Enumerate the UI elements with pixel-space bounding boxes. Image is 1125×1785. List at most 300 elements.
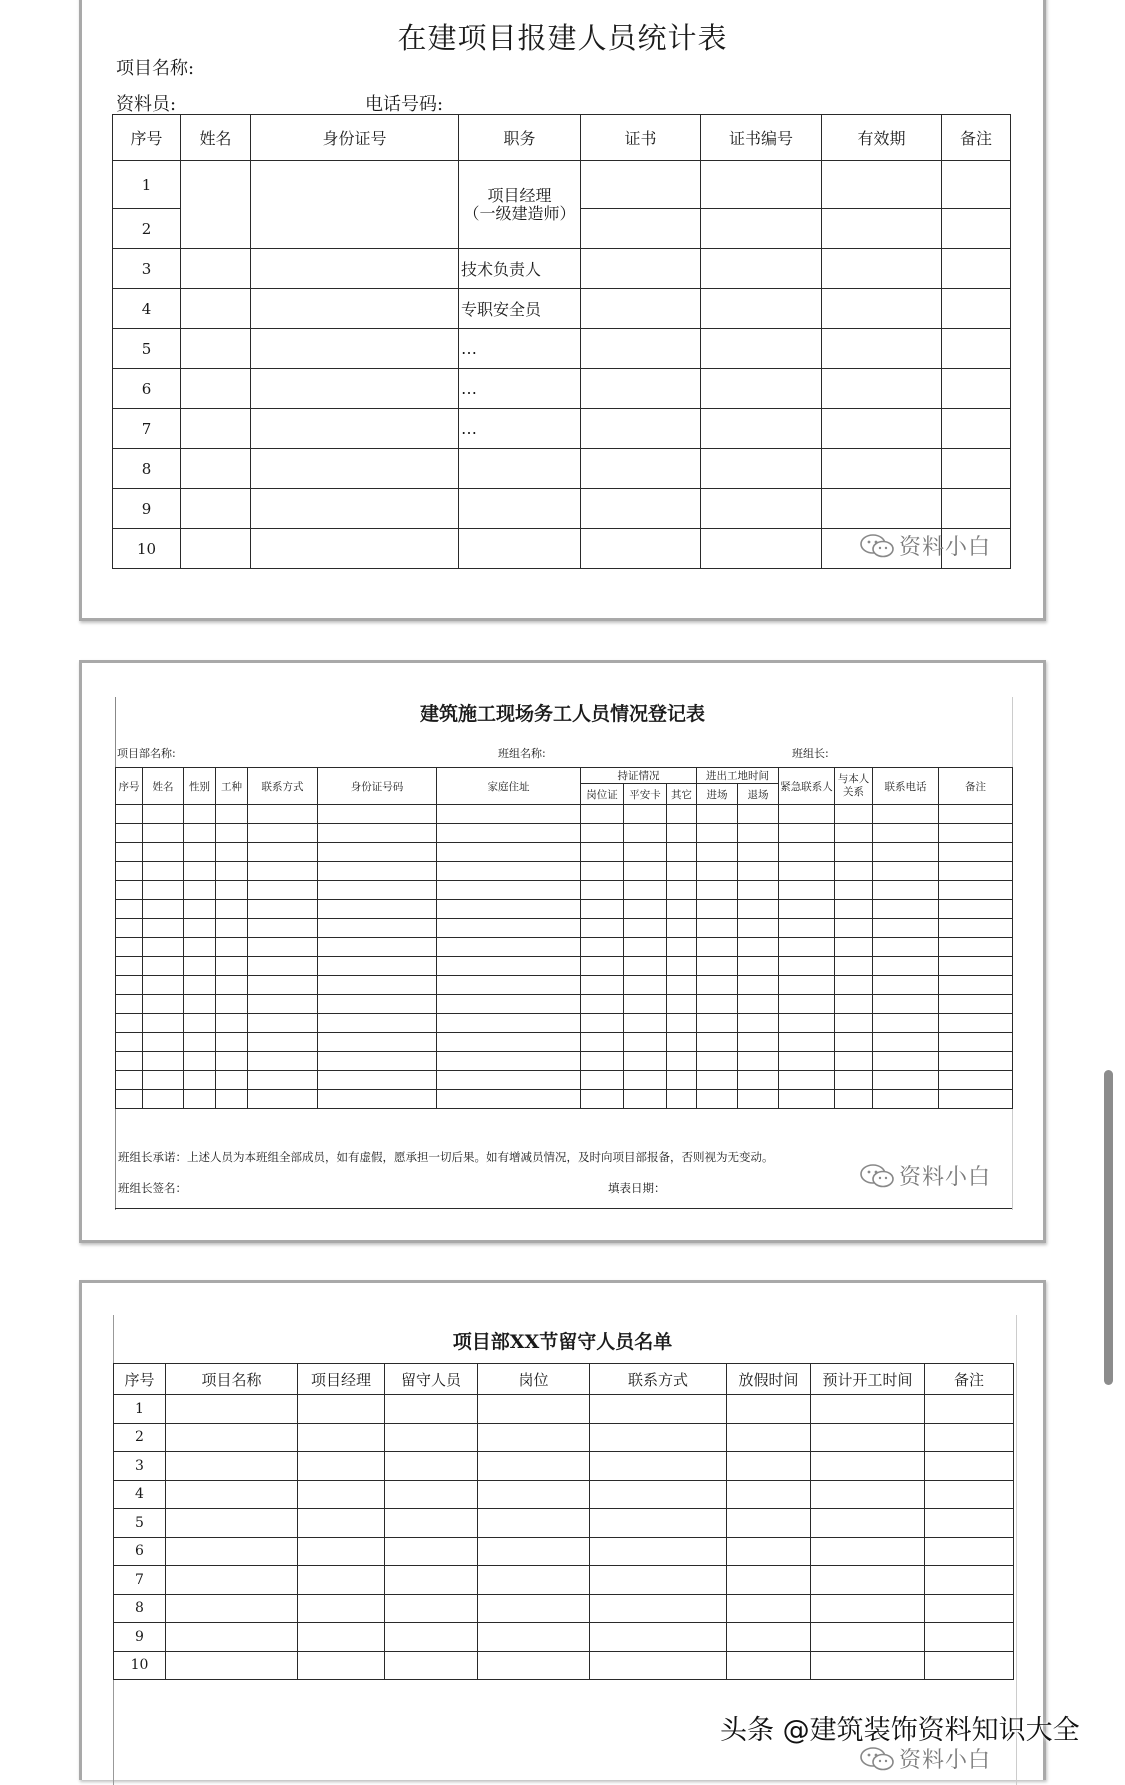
row-number: 10 (113, 529, 181, 569)
cell (822, 489, 942, 529)
team-leader-label: 班组长: (792, 747, 829, 760)
header-cell: 岗位 (478, 1364, 590, 1395)
cell (811, 1623, 925, 1652)
cell (624, 1090, 667, 1109)
cell (437, 1033, 581, 1052)
header-cell: 姓名 (181, 115, 251, 161)
cell (478, 1623, 590, 1652)
cell (873, 976, 939, 995)
cell (581, 995, 624, 1014)
cell (166, 1566, 298, 1595)
cell (925, 1594, 1014, 1623)
cell (166, 1423, 298, 1452)
cell (779, 919, 835, 938)
cell (184, 881, 216, 900)
cell (822, 209, 942, 249)
table-row (113, 449, 1011, 489)
table-row (114, 1423, 1014, 1452)
cell (318, 862, 437, 881)
cell (727, 1452, 811, 1481)
cell (116, 957, 143, 976)
cell (873, 919, 939, 938)
table-row (116, 881, 1013, 900)
table-row (114, 1537, 1014, 1566)
cell (873, 1014, 939, 1033)
cell (581, 938, 624, 957)
header-cell: 身份证号码 (318, 768, 437, 805)
cell (184, 957, 216, 976)
cell (216, 1052, 248, 1071)
cell (939, 824, 1013, 843)
cell (939, 995, 1013, 1014)
cell (385, 1395, 478, 1424)
cell (437, 976, 581, 995)
cell (298, 1423, 385, 1452)
header-cell: 留守人员 (385, 1364, 478, 1395)
cell (738, 957, 779, 976)
table-row (113, 161, 1011, 209)
cell (811, 1423, 925, 1452)
header-cell: 紧急联系人 (779, 768, 835, 805)
cell (624, 805, 667, 824)
cell (581, 919, 624, 938)
cell (779, 1033, 835, 1052)
cell (318, 824, 437, 843)
cell (437, 900, 581, 919)
header-cell: 证书 (581, 115, 701, 161)
scrollbar[interactable] (1104, 1070, 1113, 1385)
cell (248, 1071, 318, 1090)
cell (701, 369, 822, 409)
cell (590, 1566, 727, 1595)
cell (143, 1014, 184, 1033)
cell (624, 1052, 667, 1071)
cell (873, 1052, 939, 1071)
cell (181, 329, 251, 369)
cell (822, 329, 942, 369)
table-row (116, 900, 1013, 919)
watermark-text: 资料小白 (899, 1748, 992, 1773)
role-pm-line2: （一级建造师） (463, 203, 576, 223)
table-row (116, 1014, 1013, 1033)
cell (873, 957, 939, 976)
cell (251, 329, 459, 369)
cell (873, 900, 939, 919)
cell (835, 1071, 873, 1090)
cell (811, 1594, 925, 1623)
cell (251, 449, 459, 489)
cell (437, 862, 581, 881)
header-cell: 身份证号 (251, 115, 459, 161)
cell (248, 862, 318, 881)
cell (581, 862, 624, 881)
cell (248, 957, 318, 976)
cell (835, 843, 873, 862)
cell (624, 900, 667, 919)
cell (184, 1033, 216, 1052)
cell (738, 1052, 779, 1071)
cell (166, 1452, 298, 1481)
table-row (116, 843, 1013, 862)
cell (385, 1423, 478, 1452)
cell (939, 862, 1013, 881)
role-cell: … (459, 409, 581, 449)
cell (727, 1623, 811, 1652)
worker-registration-table (115, 767, 1013, 1109)
cell (738, 1090, 779, 1109)
cell (581, 900, 624, 919)
sheet1-title: 在建项目报建人员统计表 (397, 21, 728, 55)
cell (779, 862, 835, 881)
cell (248, 995, 318, 1014)
commitment-text: 班组长承诺：上述人员为本班组全部成员，如有虚假，愿承担一切后果。如有增减员情况，及时向项目部报备，否则视为无变动。 (118, 1150, 774, 1164)
cell (581, 369, 701, 409)
cell (822, 289, 942, 329)
cell (143, 976, 184, 995)
cell (738, 995, 779, 1014)
header-cell: 岗位证 (581, 784, 624, 805)
cell (318, 919, 437, 938)
cell (667, 881, 697, 900)
cell (701, 161, 822, 209)
cell (478, 1423, 590, 1452)
cell (667, 919, 697, 938)
header-cell: 证书编号 (701, 115, 822, 161)
cell (437, 995, 581, 1014)
cell (116, 1090, 143, 1109)
cell (181, 489, 251, 529)
cell (248, 900, 318, 919)
cell (667, 995, 697, 1014)
table-row (114, 1452, 1014, 1481)
cell (822, 369, 942, 409)
cell (251, 529, 459, 569)
cell (590, 1623, 727, 1652)
cell (590, 1509, 727, 1538)
cell (624, 957, 667, 976)
cell (624, 995, 667, 1014)
cell (581, 1033, 624, 1052)
header-cell: 备注 (942, 115, 1011, 161)
cell (581, 957, 624, 976)
cell (581, 209, 701, 249)
watermark-text: 资料小白 (899, 535, 992, 560)
header-row (116, 768, 1013, 784)
cell (939, 843, 1013, 862)
cell (116, 1033, 143, 1052)
cell (942, 489, 1011, 529)
cell (697, 881, 738, 900)
cell (939, 900, 1013, 919)
header-cell: 性别 (184, 768, 216, 805)
cell (116, 1071, 143, 1090)
cell (590, 1594, 727, 1623)
cell (143, 843, 184, 862)
cell (143, 919, 184, 938)
cell (835, 900, 873, 919)
source-credit: 头条 @建筑装饰资料知识大全 (720, 1715, 1080, 1746)
table-row (116, 1033, 1013, 1052)
cell (184, 1090, 216, 1109)
cell (437, 1052, 581, 1071)
cell (590, 1452, 727, 1481)
cell (184, 919, 216, 938)
table-row (116, 919, 1013, 938)
cell (942, 209, 1011, 249)
cell (667, 976, 697, 995)
cell (248, 881, 318, 900)
cell (216, 1014, 248, 1033)
cell (116, 919, 143, 938)
cell (697, 843, 738, 862)
cell (385, 1651, 478, 1680)
project-name-label: 项目名称: (116, 58, 195, 79)
cell (581, 161, 701, 209)
table-row (114, 1623, 1014, 1652)
cell (925, 1651, 1014, 1680)
cell (116, 976, 143, 995)
header-cell: 序号 (114, 1364, 166, 1395)
cell (181, 449, 251, 489)
table-body (116, 805, 1013, 1109)
table-row (114, 1566, 1014, 1595)
cell (835, 805, 873, 824)
row-number: 7 (113, 409, 181, 449)
cell (248, 1090, 318, 1109)
cell (581, 824, 624, 843)
row-number: 5 (114, 1509, 166, 1538)
cell (939, 957, 1013, 976)
header-cell: 项目名称 (166, 1364, 298, 1395)
cell (727, 1651, 811, 1680)
cell (318, 938, 437, 957)
cell (437, 1090, 581, 1109)
cell (318, 843, 437, 862)
cell (779, 1090, 835, 1109)
header-cell: 其它 (667, 784, 697, 805)
row-number: 3 (113, 249, 181, 289)
cell (873, 1071, 939, 1090)
cell (478, 1537, 590, 1566)
cell (437, 919, 581, 938)
cell (581, 1014, 624, 1033)
cell (697, 1071, 738, 1090)
wechat-icon (859, 1163, 895, 1189)
cell (298, 1594, 385, 1623)
table-row (113, 489, 1011, 529)
cell (116, 862, 143, 881)
cell (478, 1480, 590, 1509)
relation-line2: 关系 (843, 786, 865, 798)
cell (697, 862, 738, 881)
cell (318, 995, 437, 1014)
cell (184, 976, 216, 995)
cell (667, 900, 697, 919)
cell (437, 1014, 581, 1033)
header-cell: 序号 (113, 115, 181, 161)
cell (184, 1014, 216, 1033)
sheet-holiday-duty-list (79, 1280, 1046, 1780)
cell (701, 489, 822, 529)
cell (581, 881, 624, 900)
row-number: 1 (113, 161, 181, 209)
cell (581, 805, 624, 824)
cell (835, 862, 873, 881)
cell (318, 1090, 437, 1109)
cell (873, 938, 939, 957)
cell (478, 1452, 590, 1481)
sheet2-title: 建筑施工现场务工人员情况登记表 (419, 703, 705, 725)
cell (166, 1395, 298, 1424)
table-row (116, 805, 1013, 824)
cell (697, 957, 738, 976)
cell (251, 409, 459, 449)
cell (942, 449, 1011, 489)
row-number: 1 (114, 1395, 166, 1424)
cell (811, 1566, 925, 1595)
cell (835, 881, 873, 900)
cell (779, 1014, 835, 1033)
cell (701, 209, 822, 249)
cell (667, 1090, 697, 1109)
cell (590, 1423, 727, 1452)
cell (318, 976, 437, 995)
cell (116, 938, 143, 957)
role-cell: … (459, 329, 581, 369)
cell (811, 1509, 925, 1538)
header-cell: 联系方式 (590, 1364, 727, 1395)
row-number: 2 (114, 1423, 166, 1452)
header-cell: 家庭住址 (437, 768, 581, 805)
cell (143, 995, 184, 1014)
dept-name-label: 项目部名称: (117, 747, 176, 760)
header-cell: 工种 (216, 768, 248, 805)
watermark (859, 1743, 991, 1774)
table-row (114, 1651, 1014, 1680)
sheet-project-staff-stats (79, 0, 1046, 621)
cell (873, 881, 939, 900)
cell (811, 1480, 925, 1509)
cell (385, 1480, 478, 1509)
header-cell: 职务 (459, 115, 581, 161)
cell (942, 249, 1011, 289)
cell (590, 1480, 727, 1509)
cell (581, 529, 701, 569)
cell (738, 919, 779, 938)
cell (385, 1537, 478, 1566)
cell (590, 1651, 727, 1680)
header-cell: 进场 (697, 784, 738, 805)
cell (298, 1566, 385, 1595)
watermark (859, 1160, 991, 1191)
cell (143, 805, 184, 824)
cell (701, 409, 822, 449)
cell (181, 369, 251, 409)
cell (811, 1651, 925, 1680)
cell (248, 1052, 318, 1071)
fill-date-label: 填表日期： (608, 1181, 666, 1195)
cell (925, 1537, 1014, 1566)
cell (216, 1090, 248, 1109)
cell (667, 805, 697, 824)
cell (248, 1033, 318, 1052)
cell (216, 881, 248, 900)
cell (697, 900, 738, 919)
cell (822, 409, 942, 449)
cell (248, 805, 318, 824)
table-row (116, 957, 1013, 976)
cell (181, 249, 251, 289)
cell (873, 1090, 939, 1109)
cell (779, 900, 835, 919)
cell (581, 843, 624, 862)
cell (248, 824, 318, 843)
cell (738, 843, 779, 862)
cell (216, 900, 248, 919)
cell (385, 1623, 478, 1652)
cell (873, 995, 939, 1014)
cell (738, 938, 779, 957)
cell (478, 1651, 590, 1680)
cell (318, 805, 437, 824)
cell (925, 1566, 1014, 1595)
cell (835, 1014, 873, 1033)
header-cell: 联系方式 (248, 768, 318, 805)
row-number: 4 (113, 289, 181, 329)
cell (385, 1509, 478, 1538)
header-cell: 退场 (738, 784, 779, 805)
cell (835, 1052, 873, 1071)
table-row (113, 409, 1011, 449)
cell (318, 881, 437, 900)
cell (143, 1090, 184, 1109)
cell (624, 1071, 667, 1090)
cell (184, 805, 216, 824)
cell (835, 1033, 873, 1052)
cell (939, 919, 1013, 938)
cell (835, 995, 873, 1014)
cell (667, 862, 697, 881)
cell (779, 995, 835, 1014)
row-number: 8 (113, 449, 181, 489)
cell (779, 938, 835, 957)
header-cell: 备注 (939, 768, 1013, 805)
cell (437, 957, 581, 976)
cell (216, 805, 248, 824)
cell (835, 919, 873, 938)
staff-stats-table (112, 114, 1011, 569)
cell (318, 1033, 437, 1052)
cell (779, 843, 835, 862)
cell (318, 1014, 437, 1033)
cell (143, 824, 184, 843)
cell (318, 1071, 437, 1090)
cell (437, 843, 581, 862)
cell (216, 938, 248, 957)
cell (166, 1594, 298, 1623)
cell (942, 369, 1011, 409)
cell (143, 938, 184, 957)
cell (143, 881, 184, 900)
cell (216, 957, 248, 976)
table-row (114, 1395, 1014, 1424)
cell (727, 1594, 811, 1623)
header-cell: 进出工地时间 (697, 768, 779, 784)
cell (939, 1033, 1013, 1052)
cell (385, 1594, 478, 1623)
table-row (116, 824, 1013, 843)
cell (216, 862, 248, 881)
